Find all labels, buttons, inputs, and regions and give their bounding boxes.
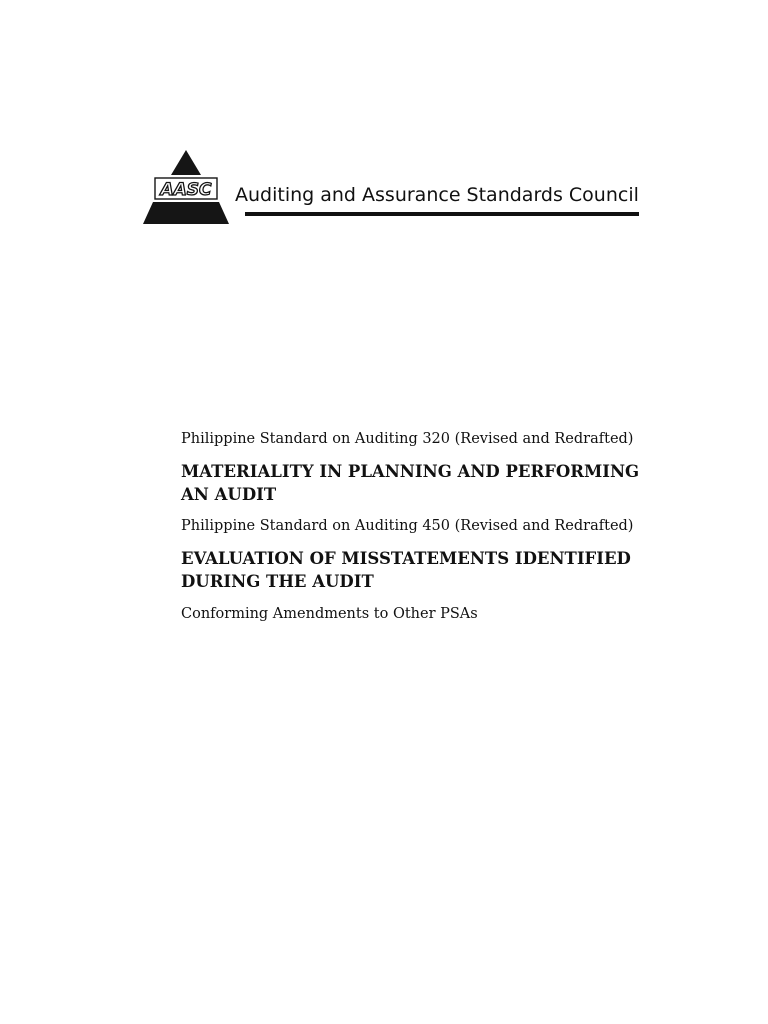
conforming-amendments-note: Conforming Amendments to Other PSAs — [181, 606, 478, 622]
standard-title-psa-320: Philippine Standard on Auditing 320 (Revised and Redrafted) — [181, 431, 634, 447]
aasc-logo — [141, 148, 231, 226]
logo-text: AASC — [160, 180, 212, 200]
header-underline — [245, 212, 639, 216]
document-body — [181, 430, 651, 623]
standard-title-psa-450: Philippine Standard on Auditing 450 (Revised and Redrafted) — [181, 518, 634, 534]
document-header — [141, 148, 641, 228]
pyramid-logo-icon — [141, 148, 231, 226]
heading-materiality: MATERIALITY IN PLANNING AND PERFORMING AN AUDIT — [181, 462, 640, 504]
organization-name: Auditing and Assurance Standards Council — [235, 184, 639, 206]
heading-misstatements: EVALUATION OF MISSTATEMENTS IDENTIFIED DURING THE AUDIT — [181, 549, 631, 591]
